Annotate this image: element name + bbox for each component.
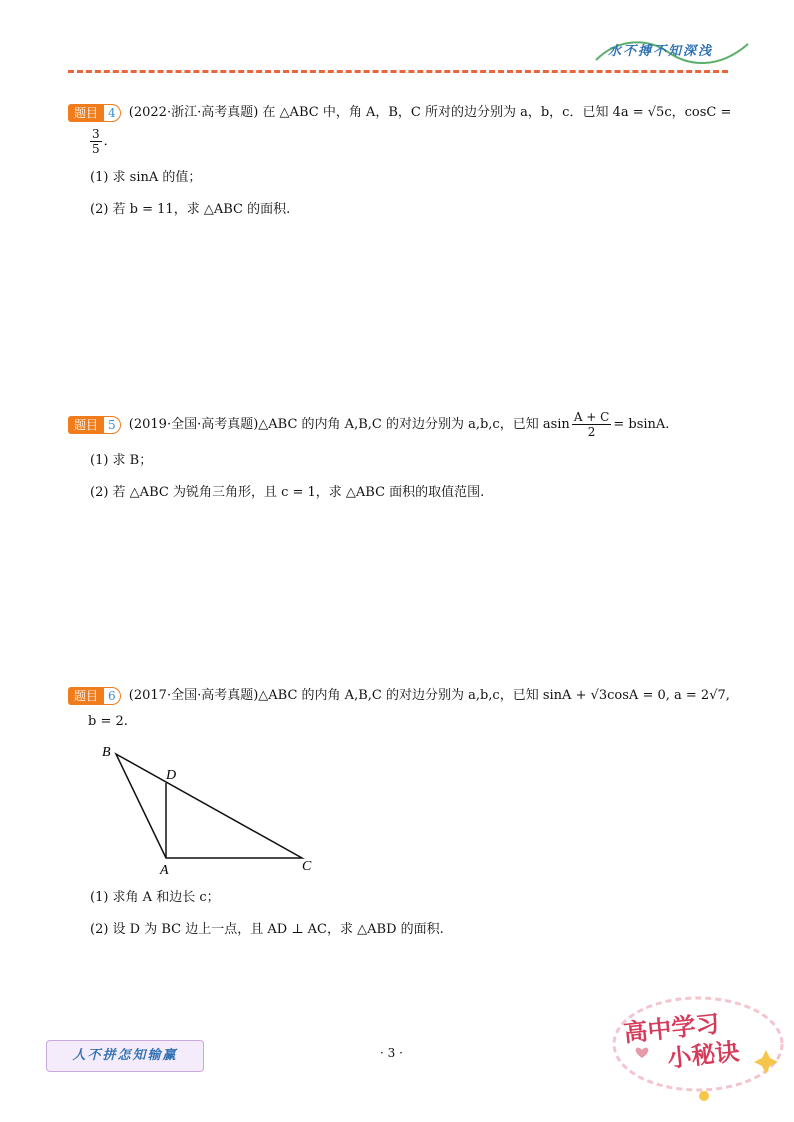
study-tips-badge	[606, 992, 786, 1102]
tag-number: 5	[104, 416, 121, 434]
header-divider	[68, 70, 728, 73]
question-2: (2) 若 △ABC 为锐角三角形，且 c = 1，求 △ABC 面积的取值范围.	[90, 485, 485, 500]
tag-label: 题目	[68, 416, 104, 434]
problem-text: (2017·全国·高考真题)△ABC 的内角 A,B,C 的对边分别为 a,b,c，已知 sinA + √3cosA = 0, a = 2√7,	[128, 688, 730, 703]
label-b: B	[102, 745, 111, 760]
header-motto: 水不搏不知深浅	[608, 44, 714, 59]
question-1: (1) 求 B；	[90, 453, 153, 468]
tag-label: 题目	[68, 687, 104, 705]
badge-line2: 小秘诀	[666, 1037, 741, 1073]
problem-text-line2: b = 2.	[88, 714, 128, 729]
label-c: C	[302, 859, 312, 874]
question-1: (1) 求角 A 和边长 c；	[90, 890, 220, 905]
star-icon	[699, 1091, 709, 1101]
problem-tag	[68, 416, 121, 434]
triangle-figure	[96, 738, 326, 878]
problem-text-tail: = bsinA.	[613, 417, 670, 432]
badge-line1: 高中学习	[622, 1009, 721, 1048]
problem-5	[68, 410, 728, 503]
problem-6	[68, 686, 728, 732]
tag-number: 4	[104, 104, 121, 122]
fraction: $\frac{3}{5}$	[92, 127, 100, 156]
tag-label: 题目	[68, 104, 104, 122]
label-d: D	[166, 768, 177, 783]
problem-6-questions	[68, 888, 728, 940]
footer-motto: 人不拼怎知输赢	[46, 1040, 204, 1072]
problem-4	[68, 103, 732, 220]
page-number: · 3 ·	[380, 1046, 403, 1060]
problem-text-tail: ．	[103, 134, 117, 149]
fraction: $\frac{A + C}{2}$	[573, 410, 610, 439]
question-2: (2) 设 D 为 BC 边上一点，且 AD ⊥ AC，求 △ABD 的面积.	[90, 922, 444, 937]
tag-number: 6	[104, 687, 121, 705]
triangle-abc	[116, 754, 302, 858]
question-1: (1) 求 sinA 的值；	[90, 170, 202, 185]
problem-tag	[68, 687, 121, 705]
question-2: (2) 若 b = 11，求 △ABC 的面积.	[90, 202, 291, 217]
label-a: A	[160, 863, 169, 878]
problem-text: (2022·浙江·高考真题) 在 △ABC 中，角 A，B，C 所对的边分别为 a，b，c．已知 4a = √5c，cosC =	[128, 105, 732, 120]
problem-tag	[68, 104, 121, 122]
problem-text: (2019·全国·高考真题)△ABC 的内角 A,B,C 的对边分别为 a,b,c，已知 asin	[128, 417, 570, 432]
